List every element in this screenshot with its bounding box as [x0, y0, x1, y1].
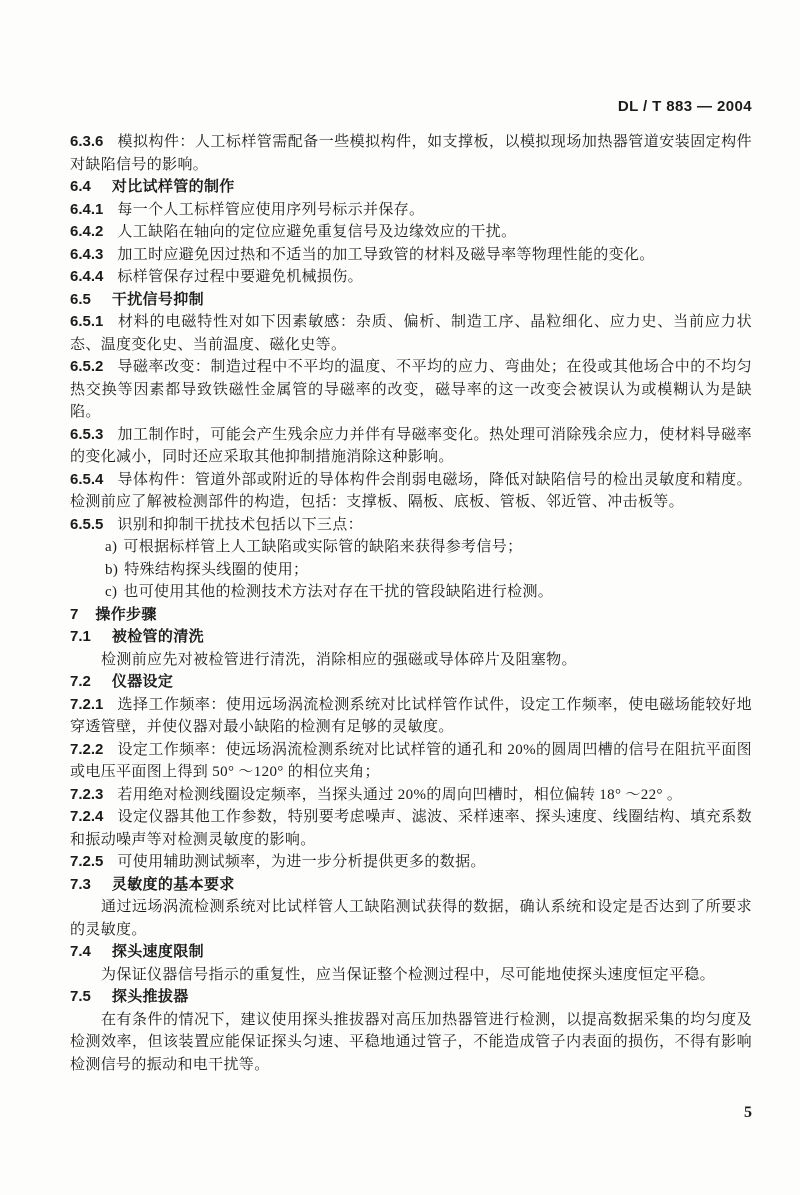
clause-text: 可使用辅助测试频率，为进一步分析提供更多的数据。 — [117, 854, 486, 870]
subsection-heading-6-5 — [70, 289, 752, 312]
clause-number: 6.4.3 — [70, 245, 104, 263]
clause-6-3-6 — [70, 131, 752, 176]
page-number: 5 — [744, 1104, 752, 1121]
chapter-heading-7 — [70, 604, 752, 627]
clause-number: 6.5.1 — [70, 313, 104, 330]
subsection-body-7-1: 检测前应先对被检管进行清洗，消除相应的强磁或导体碎片及阻塞物。 — [101, 651, 577, 668]
clause-text: 导体构件：管道外部或附近的导体构件会削弱电磁场，降低对缺陷信号的检出灵敏度和精度。检测前应了解被检测部件的构造，包括：支撑板、隔板、底板、管板、邻近管、冲击板等。 — [70, 471, 752, 510]
list-item-c — [70, 581, 752, 604]
clause-text: 设定仪器其他工作参数，特别要考虑噪声、滤波、采样速率、探头速度、线圈结构、填充系数和振动噪声等对检测灵敏度的影响。 — [70, 809, 752, 848]
subsection-heading-7-4 — [70, 941, 752, 964]
subsection-heading-7-5 — [70, 986, 752, 1009]
subsection-heading-6-4 — [70, 176, 752, 199]
list-item-text: 可根据标样管上人工缺陷或实际管的缺陷来获得参考信号； — [123, 539, 523, 555]
clause-number: 7.2.5 — [70, 853, 104, 870]
clause-number: 6.5.3 — [70, 425, 104, 443]
clause-number: 7.2.2 — [70, 740, 104, 758]
clause-7-2-2 — [70, 739, 752, 784]
clause-text: 加工制作时，可能会产生残余应力并伴有导磁率变化。热处理可消除残余应力，使材料导磁率的变化减小，同时还应采取其他抑制措施消除这种影响。 — [70, 426, 752, 465]
list-item-label: a) — [105, 539, 118, 555]
clause-text: 识别和抑制干扰技术包括以下三点： — [117, 516, 363, 533]
clause-text: 若用绝对检测线圈设定频率，当探头通过 20%的周向凹槽时，相位偏转 18° ～22° 。 — [117, 786, 683, 803]
clause-7-2-1 — [70, 694, 752, 739]
subsection-number: 7.1 — [70, 628, 91, 645]
subsection-title: 仪器设定 — [111, 674, 174, 690]
standard-code-header: DL / T 883 — 2004 — [617, 98, 752, 115]
clause-text: 人工缺陷在轴向的定位应避免重复信号及边缘效应的干扰。 — [117, 224, 517, 240]
subsection-number: 7.5 — [70, 988, 91, 1005]
clause-number: 6.5.5 — [70, 515, 104, 533]
clause-text: 导磁率改变：制造过程中不平均的温度、不平均的应力、弯曲处；在役或其他场合中的不均匀热交换等因素都导致铁磁性金属管的导磁率的改变，磁导率的这一改变会被误认为或模糊认为是缺陷。 — [70, 359, 752, 420]
clause-6-5-2 — [70, 356, 752, 424]
clause-7-2-4 — [70, 806, 752, 851]
clause-6-4-1 — [70, 199, 752, 222]
clause-number: 6.3.6 — [70, 133, 104, 150]
document-body — [70, 131, 752, 1076]
clause-6-5-1 — [70, 311, 752, 356]
subsection-title: 对比试样管的制作 — [111, 179, 235, 195]
clause-number: 6.4.2 — [70, 223, 104, 240]
clause-7-2-5 — [70, 851, 752, 874]
clause-6-4-4 — [70, 266, 752, 289]
clause-text: 选择工作频率：使用远场涡流检测系统对比试样管作试件，设定工作频率，使电磁场能较好地穿透管壁，并使仪器对最小缺陷的检测有足够的灵敏度。 — [70, 696, 752, 735]
subsection-body-7-3: 通过远场涡流检测系统对比试样管人工缺陷测试获得的数据，确认系统和设定是否达到了所要求的灵敏度。 — [70, 899, 752, 938]
subsection-title: 被检管的清洗 — [111, 629, 204, 645]
subsection-heading-7-3 — [70, 874, 752, 897]
chapter-title: 操作步骤 — [95, 606, 157, 623]
list-item-label: c) — [105, 584, 118, 600]
subsection-title: 灵敏度的基本要求 — [111, 876, 235, 893]
chapter-number: 7 — [70, 605, 79, 623]
clause-6-4-3 — [70, 244, 752, 267]
list-item-text: 也可使用其他的检测技术方法对存在干扰的管段缺陷进行检测。 — [123, 584, 554, 600]
clause-6-4-2 — [70, 221, 752, 244]
clause-number: 7.2.4 — [70, 808, 104, 825]
subsection-title: 干扰信号抑制 — [111, 291, 204, 308]
clause-text: 设定工作频率：使远场涡流检测系统对比试样管的通孔和 20%的圆周凹槽的信号在阻抗平面图或电压平面图上得到 50° ～120° 的相位夹角； — [70, 741, 752, 780]
clause-number: 7.2.3 — [70, 785, 104, 803]
subsection-title: 探头速度限制 — [111, 944, 204, 960]
subsection-heading-7-1 — [70, 626, 752, 649]
subsection-heading-7-2 — [70, 671, 752, 694]
clause-number: 6.4.4 — [70, 268, 104, 285]
clause-text: 加工时应避免因过热和不适当的加工导致管的材料及磁导率等物理性能的变化。 — [117, 246, 655, 263]
clause-6-5-5 — [70, 514, 752, 537]
subsection-number: 6.5 — [70, 290, 91, 308]
clause-text: 材料的电磁特性对如下因素敏感：杂质、偏析、制造工序、晶粒细化、应力史、当前应力状态、温度变化史、当前温度、磁化史等。 — [70, 314, 752, 353]
subsection-title: 探头推拔器 — [111, 989, 189, 1005]
subsection-number: 7.4 — [70, 943, 91, 960]
subsection-body-7-5: 在有条件的情况下，建议使用探头推拔器对高压加热器管进行检测，以提高数据采集的均匀度及检测效率，但该装置应能保证探头匀速、平稳地通过管子，不能造成管子内表面的损伤，不得有影响检测信号的振动和电干扰等。 — [70, 1011, 752, 1073]
subsection-number: 7.3 — [70, 875, 91, 893]
clause-text: 每一个人工标样管应使用序列号标示并保存。 — [117, 201, 425, 218]
subsection-body-7-4: 为保证仪器信号指示的重复性，应当保证整个检测过程中，尽可能地使探头速度恒定平稳。 — [101, 966, 716, 983]
clause-number: 7.2.1 — [70, 695, 104, 713]
clause-number: 6.5.4 — [70, 470, 104, 488]
clause-text: 标样管保存过程中要避免机械损伤。 — [117, 269, 363, 285]
list-item-label: b) — [105, 561, 119, 578]
clause-number: 6.5.2 — [70, 358, 104, 375]
list-item-text: 特殊结构探头线圈的使用； — [124, 561, 309, 578]
clause-number: 6.4.1 — [70, 200, 104, 218]
list-item-a — [70, 536, 752, 559]
clause-7-2-3 — [70, 784, 752, 807]
list-item-b — [70, 559, 752, 582]
subsection-number: 6.4 — [70, 178, 91, 195]
clause-text: 模拟构件：人工标样管需配备一些模拟构件，如支撑板，以模拟现场加热器管道安装固定构件对缺陷信号的影响。 — [70, 134, 752, 173]
clause-6-5-3 — [70, 424, 752, 469]
subsection-number: 7.2 — [70, 673, 91, 690]
clause-6-5-4 — [70, 469, 752, 514]
